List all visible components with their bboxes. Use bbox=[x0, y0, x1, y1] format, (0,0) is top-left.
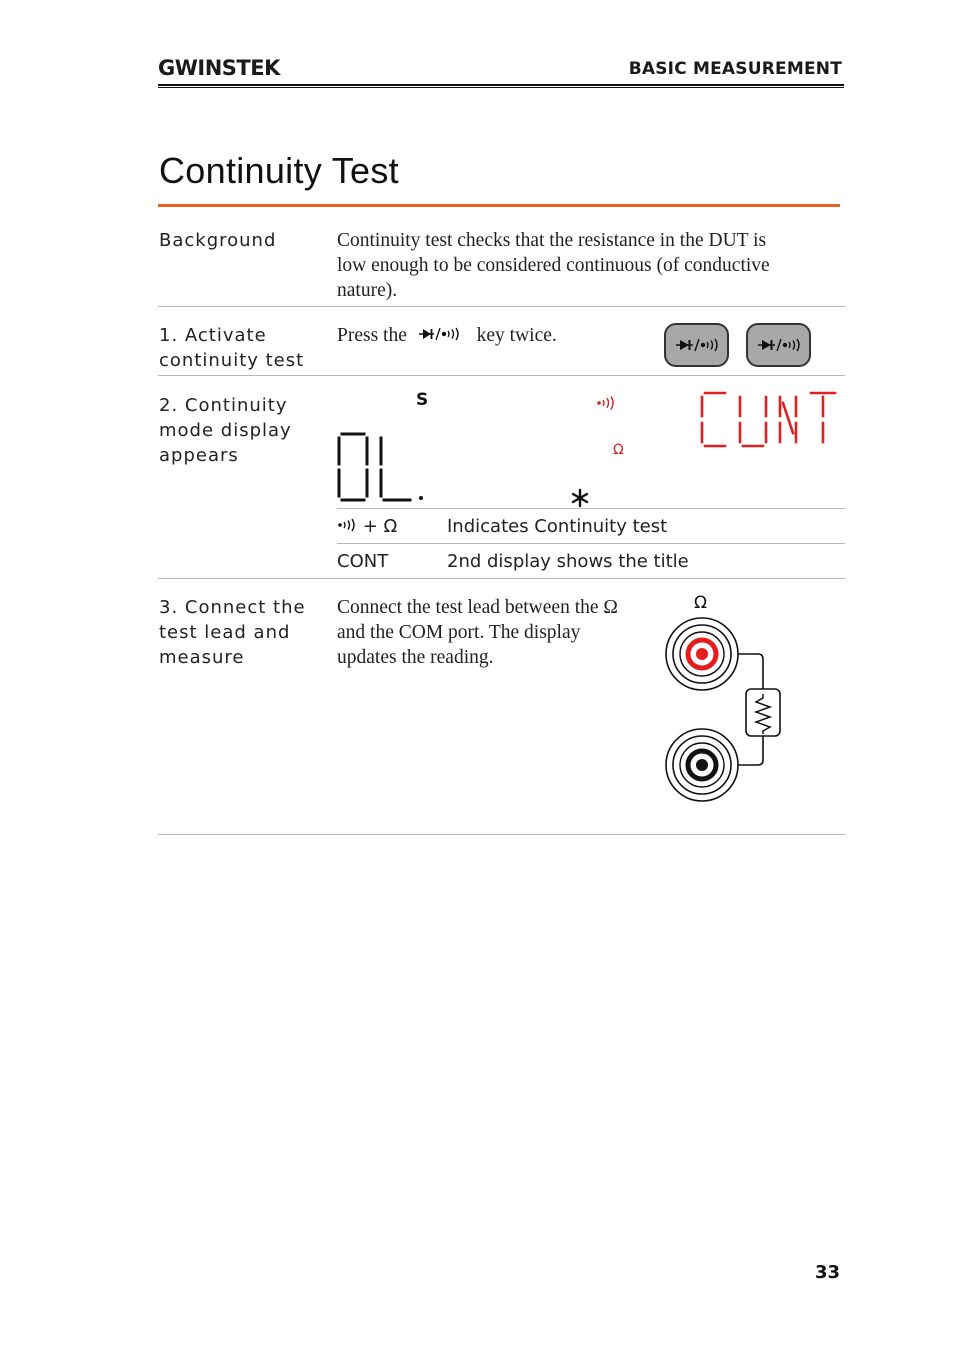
lcd-s-indicator: S bbox=[416, 390, 429, 410]
text-before-icon: Press the bbox=[337, 325, 407, 346]
lcd-ohm-indicator: Ω bbox=[613, 442, 624, 458]
background-text bbox=[337, 228, 770, 303]
terminal-ohm-label: Ω bbox=[694, 593, 707, 613]
ohm-terminal bbox=[666, 618, 738, 690]
section-label: BASIC MEASUREMENT bbox=[628, 59, 842, 79]
page-header bbox=[158, 56, 844, 90]
connect-text bbox=[337, 595, 667, 670]
row-divider bbox=[158, 375, 845, 376]
brand-logo: GWINSTEK bbox=[158, 56, 280, 80]
row-label-display bbox=[159, 393, 292, 468]
definition-key-cont: CONT bbox=[337, 551, 389, 572]
lcd-asterisk-icon bbox=[570, 488, 590, 508]
text-after-icon: key twice. bbox=[476, 325, 557, 346]
label-line: continuity test bbox=[159, 350, 305, 371]
definition-key-beeper bbox=[337, 516, 397, 537]
diode-continuity-key-1[interactable] bbox=[664, 323, 729, 367]
header-divider bbox=[158, 84, 844, 88]
diode-continuity-icon bbox=[666, 325, 727, 365]
definition-value: Indicates Continuity test bbox=[447, 516, 668, 537]
terminal-connection-diagram bbox=[660, 614, 790, 804]
lcd-beeper-icon bbox=[596, 395, 618, 411]
text-line: Continuity test checks that the resistance in the DUT is bbox=[337, 230, 767, 251]
definition-key-suffix: + Ω bbox=[362, 516, 398, 537]
diode-continuity-icon bbox=[418, 326, 468, 342]
text-line: low enough to be considered continuous (of conductive bbox=[337, 255, 770, 276]
label-line: Background bbox=[159, 230, 277, 251]
beeper-icon bbox=[337, 518, 357, 532]
text-line: nature). bbox=[337, 280, 398, 301]
label-line: 1. Activate bbox=[159, 325, 267, 346]
row-divider bbox=[158, 834, 845, 835]
label-line: test lead and bbox=[159, 622, 291, 643]
title-underline bbox=[158, 204, 840, 207]
label-line: 2. Continuity bbox=[159, 395, 288, 416]
label-line: appears bbox=[159, 445, 239, 466]
text-line: and the COM port. The display bbox=[337, 622, 581, 643]
diode-continuity-key-2[interactable] bbox=[746, 323, 811, 367]
row-label-background bbox=[159, 228, 276, 253]
label-line: measure bbox=[159, 647, 245, 668]
activate-text bbox=[337, 323, 637, 348]
row-label-connect bbox=[159, 595, 306, 670]
text-line: Connect the test lead between the Ω bbox=[337, 597, 618, 618]
row-divider bbox=[158, 578, 845, 579]
lcd-main-reading bbox=[334, 428, 434, 508]
row-divider bbox=[158, 306, 845, 307]
definition-divider bbox=[337, 508, 845, 509]
definition-divider bbox=[337, 543, 845, 544]
diode-continuity-icon bbox=[748, 325, 809, 365]
label-line: mode display bbox=[159, 420, 292, 441]
text-line: updates the reading. bbox=[337, 647, 494, 668]
lcd-secondary-reading bbox=[696, 388, 842, 452]
label-line: 3. Connect the bbox=[159, 597, 306, 618]
page-title: Continuity Test bbox=[159, 150, 399, 191]
com-terminal bbox=[666, 729, 738, 801]
definition-value: 2nd display shows the title bbox=[447, 551, 689, 572]
page-number: 33 bbox=[814, 1262, 840, 1283]
row-label-activate bbox=[159, 323, 304, 373]
